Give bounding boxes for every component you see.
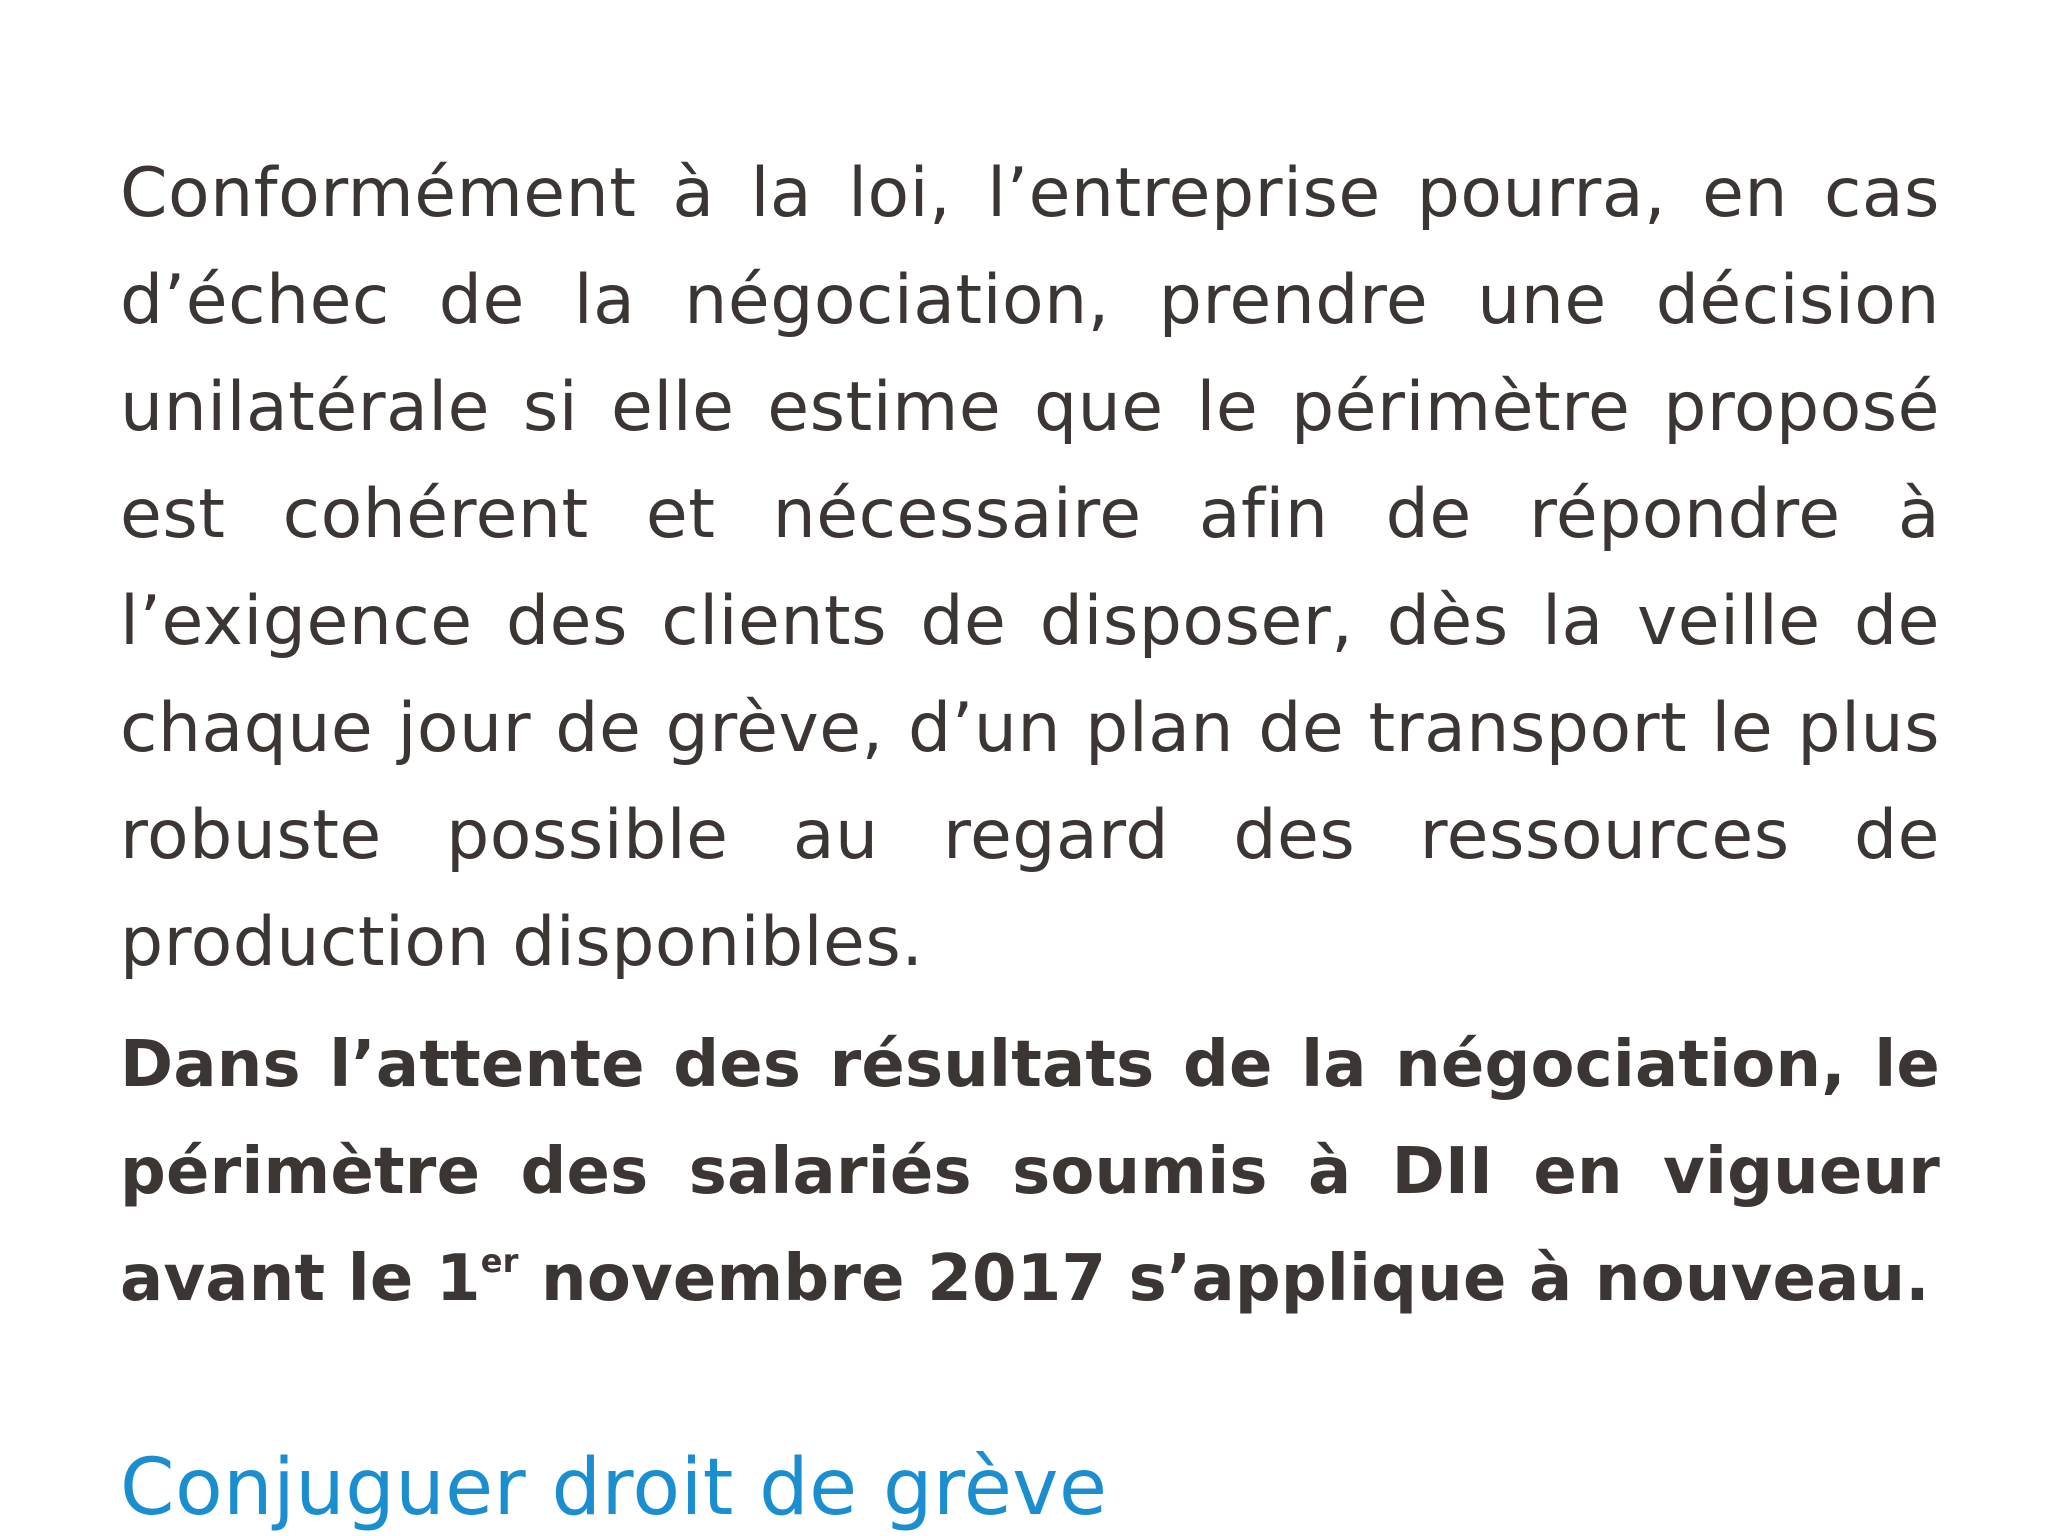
paragraph-bold-notice	[120, 1012, 1940, 1333]
bold-notice-text-start: Dans l’attente des résultats de la négociation, le périmètre des salariés soumis à DII en vigueur avant le 1	[120, 1028, 1940, 1316]
bold-notice-text-end: novembre 2017 s’applique à nouveau.	[518, 1242, 1930, 1316]
paragraph-legal-context: Conformément à la loi, l’entreprise pourra, en cas d’échec de la négociation, prendre une décision unilatérale si elle estime que le périmètre proposé est cohérent et nécessaire afin de répondre à l’exigence des clients de disposer, dès la veille de chaque jour de grève, d’un plan de transport le plus robuste possible au regard des ressources de production disponibles.	[120, 154, 1940, 982]
section-heading: Conjuguer droit de grève	[120, 1443, 1108, 1533]
ordinal-superscript: er	[480, 1242, 519, 1280]
document-body	[120, 140, 1940, 1333]
